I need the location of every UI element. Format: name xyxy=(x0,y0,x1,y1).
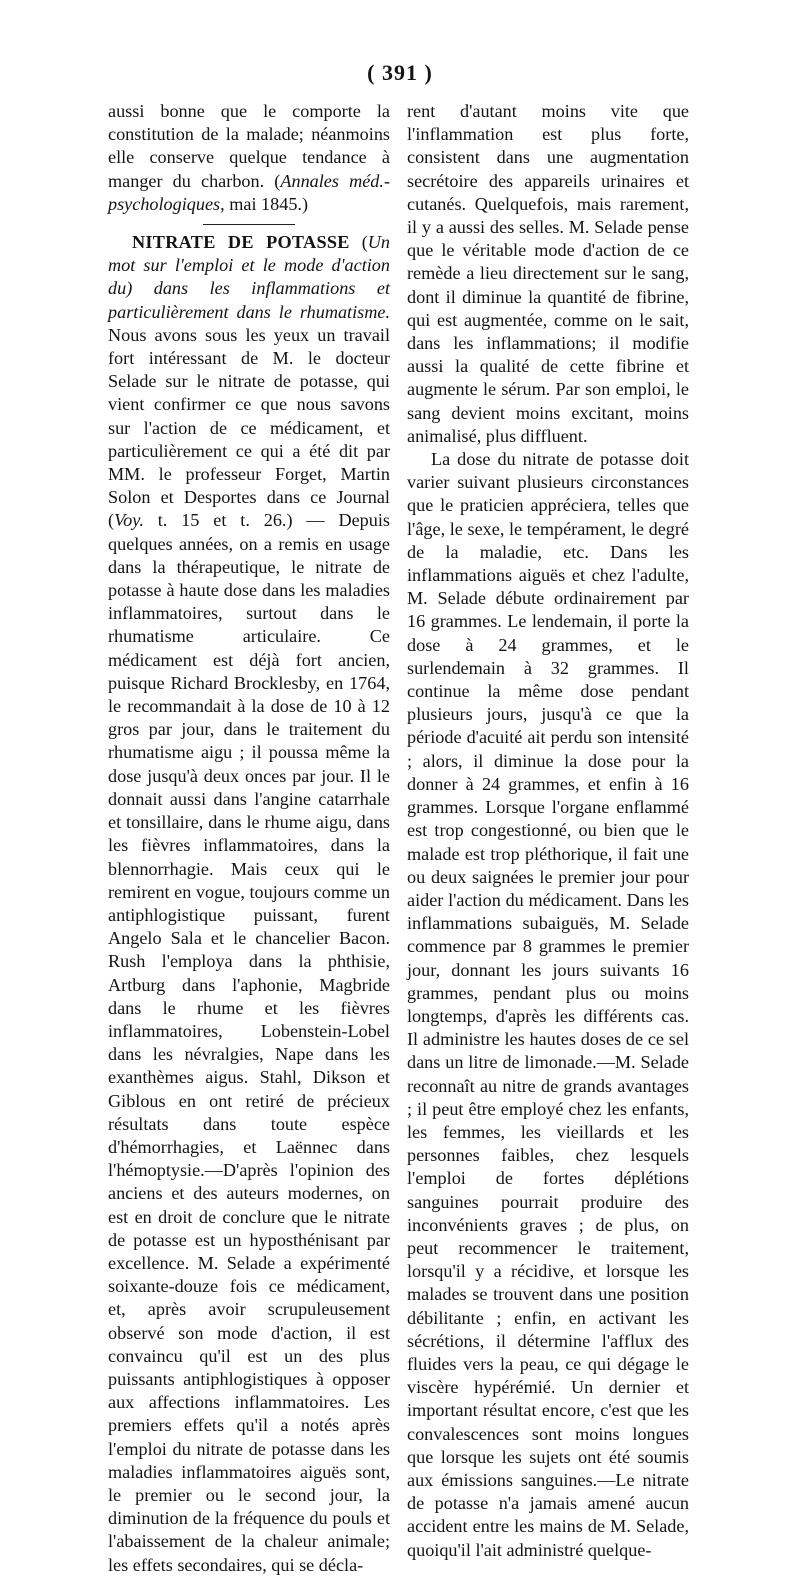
left-column xyxy=(108,100,390,1577)
article-body-part2: t. 15 et t. 26.) — Depuis quelques années, on a remis en usage dans la thérapeutique, le nitrate de potasse à haute dose dans les maladies inflammatoires, surtout dans le rhumatisme articulaire. Ce médicament est déjà fort ancien, puisque Richard Brocklesby, en 1764, le recommandait à la dose de 10 à 12 gros par jour, dans le traitement du rhumatisme aigu ; il poussa même la dose jusqu'à deux onces par jour. Il le donnait aussi dans l'angine catarrhale et tonsillaire, dans le rhume aigu, dans les fièvres inflammatoires, dans la blennorrhagie. Mais ceux qui le remirent en vogue, toujours comme un antiphlogistique puissant, furent Angelo Sala et le chancelier Bacon. Rush l'employa dans la phthisie, Artburg dans l'aphonie, Magbride dans le rhume et les fièvres inflammatoires, Lobenstein-Lobel dans les névralgies, Nape dans les exanthèmes aigus. Stahl, Dikson et Giblous en ont retiré de précieux résultats dans toute espèce d'hémorrhagies, et Laënnec dans l'hémoptysie.—D'après l'opinion des anciens et des auteurs modernes, on est en droit de conclure que le nitrate de potasse est un hyposthénisant par excellence. M. Selade a expérimenté soixante-douze fois ce médicament, et, après avoir scrupuleusement observé son mode d'action, il est convaincu qu'il est un des plus puissants antiphlogistiques à opposer aux affections inflammatoires. Les premiers effets qu'il a notés après l'emploi du nitrate de potasse dans les maladies inflammatoires aiguës sont, le premier ou le second jour, la diminution de la fréquence du pouls et l'abaissement de la chaleur animale; les effets secondaires, qui se décla- xyxy=(108,510,390,1575)
right-column xyxy=(407,100,689,1562)
article-heading: NITRATE DE POTASSE xyxy=(132,232,350,253)
section-divider xyxy=(203,224,295,225)
left-intro-text: aussi bonne que le comporte la constitution de la malade; néanmoins elle conserve quelque tendance à manger du charbon. ( xyxy=(108,101,390,191)
article-body-part1: Nous avons sous les yeux un travail fort intéressant de M. le docteur Selade sur le nitrate de potasse, qui vient confirmer ce que nous savons sur l'action de ce médicament, et particulièrement ce qui a été dit par MM. le professeur Forget, Martin Solon et Desportes dans ce Journal ( xyxy=(108,324,390,531)
article-paragraph xyxy=(108,231,390,1577)
journal-citation: Annales méd.-psychologiques xyxy=(108,170,391,214)
right-paragraph-dosage: La dose du nitrate de potasse doit varier suivant plusieurs circonstances que le praticien appréciera, telles que l'âge, le sexe, le tempérament, le degré de la maladie, etc. Dans les inflammations aiguës et chez l'adulte, M. Selade débute ordinairement par 16 grammes. Le lendemain, il porte la dose à 24 grammes, et le surlendemain à 32 grammes. Il continue la même dose pendant plusieurs jours, jusqu'à ce que la période d'acuité ait perdu son intensité ; alors, il diminue la dose pour la donner à 24 grammes, et enfin à 16 grammes. Lorsque l'organe enflammé est trop congestionné, ou bien que le malade est trop pléthorique, il fait une ou deux saignées le premier jour pour aider l'action du médicament. Dans les inflammations subaiguës, M. Selade commence par 8 grammes le premier jour, donnant les jours suivants 16 grammes, pendant plus ou moins longtemps, d'après les différents cas. Il administre les hautes doses de ce sel dans un litre de limonade.—M. Selade reconnaît au nitre de grands avantages ; il peut être employé chez les enfants, les femmes, les vieillards et les personnes faibles, chez lesquels l'emploi de fortes déplétions sanguines pourrait produire des inconvénients graves ; de plus, on peut recommencer le traitement, lorsqu'il y a récidive, et lorsque les malades se trouvent dans une position débilitante ; enfin, en activant les sécrétions, il détermine l'afflux des fluides vers la peau, ce qui dégage le viscère hypérémié. Un dernier et important résultat encore, c'est que les convalescences sont moins longues que lorsque les sujets ont été soumis aux émissions sanguines.—Le nitrate de potasse n'a jamais amené aucun accident entre les mains de M. Selade, quoiqu'il l'ait administré quelque- xyxy=(407,449,689,1560)
article-subtitle: Un mot sur l'emploi et le mode d'action du) dans les inflammations et particulièrement dans le rhumatisme. xyxy=(108,232,390,322)
left-intro-paragraph xyxy=(108,100,390,216)
citation-date: , mai 1845.) xyxy=(220,193,309,214)
page-number: ( 391 ) xyxy=(367,60,433,85)
right-paragraph-continuation: rent d'autant moins vite que l'inflammation est plus forte, consistent dans une augmentation secrétoire des appareils urinaires et cutanés. Quelquefois, mais rarement, il y a aussi des selles. M. Selade pense que le véritable mode d'action de ce remède a lieu directement sur le sang, dont il diminue la quantité de fibrine, qui est augmentée, comme on le sait, dans les inflammations; il modifie aussi la qualité de cette fibrine et augmente le sérum. Par son emploi, le sang devient moins excitant, moins animalisé, plus diffluent. xyxy=(407,101,689,446)
voy-reference: Voy. xyxy=(114,510,144,531)
article-subtitle-open: ( xyxy=(349,232,368,253)
